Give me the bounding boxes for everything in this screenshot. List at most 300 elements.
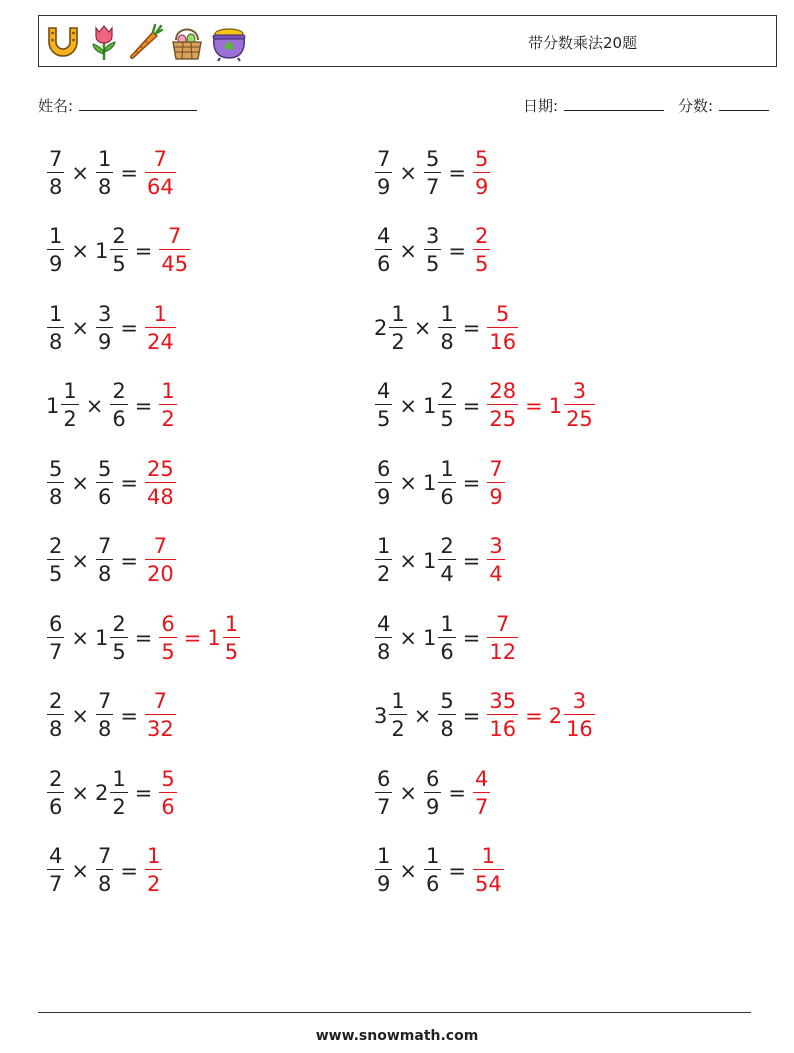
fraction xyxy=(145,146,176,199)
denominator: 8 xyxy=(97,562,112,586)
factor-b xyxy=(95,226,129,275)
equals-sign: = xyxy=(462,548,481,573)
denominator: 8 xyxy=(377,639,391,664)
fraction xyxy=(110,226,127,275)
problem-item xyxy=(46,452,177,514)
factor-a xyxy=(46,226,65,275)
factor-a xyxy=(46,846,65,895)
times-sign: × xyxy=(399,626,417,650)
fraction xyxy=(487,301,518,354)
numerator: 1 xyxy=(146,844,161,868)
fraction xyxy=(564,381,595,430)
whole-number: 1 xyxy=(422,548,437,573)
denominator: 32 xyxy=(146,717,174,741)
factor-a xyxy=(46,456,65,509)
numerator: 3 xyxy=(572,689,587,713)
denominator: 9 xyxy=(97,329,112,354)
problem-item xyxy=(46,220,191,282)
fraction xyxy=(96,691,113,740)
whole-number: 2 xyxy=(548,703,563,728)
times-sign: × xyxy=(85,393,104,418)
denominator: 5 xyxy=(112,639,126,664)
numerator: 5 xyxy=(97,456,112,481)
fraction xyxy=(424,846,441,895)
equals-sign: = xyxy=(120,161,138,185)
times-sign: × xyxy=(71,471,89,495)
denominator: 5 xyxy=(440,407,454,431)
equals-sign: = xyxy=(134,393,153,418)
answer xyxy=(144,846,163,895)
fraction xyxy=(438,456,455,509)
answer-fraction xyxy=(549,691,596,740)
answer xyxy=(486,381,595,430)
numerator: 1 xyxy=(63,379,77,403)
answer xyxy=(472,846,505,895)
answer-fraction xyxy=(486,381,519,430)
whole-number: 1 xyxy=(422,471,437,495)
denominator: 5 xyxy=(112,252,126,276)
numerator: 2 xyxy=(440,379,454,403)
times-sign: × xyxy=(71,626,89,650)
fraction xyxy=(145,536,176,585)
times-sign: × xyxy=(413,316,432,340)
numerator: 1 xyxy=(440,611,454,636)
numerator: 1 xyxy=(97,146,112,171)
times-sign: × xyxy=(71,238,89,263)
equals-sign: = xyxy=(120,858,138,883)
whole-number: 1 xyxy=(422,393,437,418)
fraction xyxy=(438,381,455,430)
numerator: 7 xyxy=(377,146,391,171)
fraction xyxy=(375,146,392,199)
numerator: 3 xyxy=(489,534,503,558)
answer xyxy=(144,691,177,740)
factor-a xyxy=(374,301,408,354)
problem-item xyxy=(374,297,519,359)
problem-item xyxy=(46,530,177,592)
fraction xyxy=(438,691,455,740)
fraction xyxy=(145,301,176,354)
date-label: 日期: xyxy=(523,97,559,115)
numerator: 1 xyxy=(440,301,454,326)
fraction xyxy=(487,456,504,509)
factor-b xyxy=(423,766,442,819)
times-sign: × xyxy=(399,393,417,418)
fraction xyxy=(159,381,176,430)
numerator: 35 xyxy=(489,689,517,713)
answer-fraction xyxy=(486,536,505,585)
whole-number: 1 xyxy=(548,393,563,418)
answer xyxy=(472,146,491,199)
problem-item xyxy=(46,762,178,824)
problem-item xyxy=(374,142,491,204)
factor-a xyxy=(374,536,393,585)
fraction xyxy=(389,691,406,740)
fraction xyxy=(47,226,64,275)
fraction xyxy=(96,536,113,585)
equals-sign: = xyxy=(183,626,202,650)
name-label: 姓名: xyxy=(38,97,74,115)
answer-fraction xyxy=(158,766,177,819)
fraction xyxy=(110,381,127,430)
problem-item xyxy=(46,375,178,437)
factor-b xyxy=(109,381,128,430)
denominator: 7 xyxy=(425,174,440,199)
whole-number: 2 xyxy=(94,781,109,805)
factor-b xyxy=(95,146,114,199)
denominator: 8 xyxy=(97,717,112,741)
problem-item xyxy=(374,762,491,824)
factor-a xyxy=(374,226,393,275)
numerator: 1 xyxy=(224,611,239,636)
fraction xyxy=(159,611,176,664)
equals-sign: = xyxy=(462,393,481,418)
fraction xyxy=(375,381,392,430)
numerator: 7 xyxy=(496,611,510,636)
numerator: 7 xyxy=(97,534,112,558)
times-sign: × xyxy=(399,548,417,573)
problem-item xyxy=(374,452,506,514)
numerator: 5 xyxy=(474,146,489,171)
footer-divider xyxy=(38,1012,751,1013)
fraction xyxy=(159,766,176,819)
problem-item xyxy=(374,375,596,437)
fraction xyxy=(375,226,392,275)
fraction xyxy=(375,456,392,509)
answer-fraction xyxy=(472,146,491,199)
numerator: 7 xyxy=(168,224,182,248)
times-sign: × xyxy=(71,548,89,573)
fraction xyxy=(223,611,240,664)
factor-b xyxy=(95,456,114,509)
whole-number: 1 xyxy=(94,626,109,650)
fraction xyxy=(159,226,190,275)
problem-item xyxy=(46,142,177,204)
factor-a xyxy=(46,691,65,740)
numerator: 28 xyxy=(489,379,517,403)
denominator: 25 xyxy=(489,407,517,431)
equals-sign: = xyxy=(448,858,466,883)
times-sign: × xyxy=(399,161,417,185)
answer xyxy=(486,456,505,509)
denominator: 2 xyxy=(161,407,175,431)
answer-fraction xyxy=(472,846,505,895)
fraction xyxy=(96,456,113,509)
fraction xyxy=(375,766,392,819)
denominator: 9 xyxy=(474,174,489,199)
factor-b xyxy=(422,456,457,509)
numerator: 1 xyxy=(112,766,126,791)
fraction xyxy=(375,846,392,895)
answer xyxy=(486,691,595,740)
numerator: 5 xyxy=(49,456,63,481)
numerator: 7 xyxy=(153,689,168,713)
numerator: 1 xyxy=(440,456,454,481)
factor-b xyxy=(94,766,129,819)
denominator: 8 xyxy=(49,329,63,354)
answer-fraction xyxy=(144,691,177,740)
denominator: 8 xyxy=(440,329,454,354)
fraction xyxy=(145,691,176,740)
denominator: 6 xyxy=(97,484,112,509)
factor-b xyxy=(95,691,114,740)
answer xyxy=(158,226,191,275)
numerator: 1 xyxy=(481,844,496,868)
equals-sign: = xyxy=(134,781,153,805)
denominator: 7 xyxy=(474,794,489,819)
answer-fraction xyxy=(158,611,177,664)
denominator: 48 xyxy=(146,484,174,509)
fraction xyxy=(375,536,392,585)
problem-item xyxy=(374,840,505,902)
equals-sign: = xyxy=(448,781,466,805)
denominator: 5 xyxy=(425,252,440,276)
denominator: 24 xyxy=(146,329,174,354)
numerator: 5 xyxy=(440,689,454,713)
answer-fraction xyxy=(158,226,191,275)
answer xyxy=(486,611,519,664)
denominator: 9 xyxy=(377,484,391,509)
denominator: 9 xyxy=(489,484,503,509)
denominator: 16 xyxy=(489,717,517,741)
numerator: 5 xyxy=(496,301,510,326)
factor-a xyxy=(46,381,80,430)
numerator: 2 xyxy=(474,224,489,248)
whole-number: 1 xyxy=(94,238,109,263)
times-sign: × xyxy=(399,238,417,263)
answer xyxy=(158,611,241,664)
times-sign: × xyxy=(413,703,432,728)
answer xyxy=(486,301,519,354)
equals-sign: = xyxy=(448,161,466,185)
fraction xyxy=(564,691,595,740)
whole-number: 3 xyxy=(374,703,388,728)
fraction xyxy=(110,766,127,819)
fraction xyxy=(145,846,162,895)
whole-number: 1 xyxy=(422,626,437,650)
fraction xyxy=(487,691,518,740)
answer-fraction xyxy=(144,536,177,585)
numerator: 1 xyxy=(425,844,440,868)
fraction xyxy=(424,146,441,199)
answer-fraction xyxy=(158,381,177,430)
numerator: 7 xyxy=(489,456,503,481)
factor-b xyxy=(423,146,442,199)
fraction xyxy=(47,691,64,740)
denominator: 4 xyxy=(440,562,454,586)
factor-b xyxy=(95,301,114,354)
denominator: 9 xyxy=(377,872,391,896)
denominator: 16 xyxy=(566,717,593,741)
numerator: 2 xyxy=(440,534,454,558)
answer xyxy=(472,226,491,275)
numerator: 4 xyxy=(377,379,391,403)
fraction xyxy=(47,611,64,664)
factor-a xyxy=(374,611,393,664)
denominator: 8 xyxy=(49,174,63,199)
factor-b xyxy=(423,381,457,430)
answer xyxy=(144,301,177,354)
fraction xyxy=(96,301,113,354)
answer xyxy=(158,381,177,430)
denominator: 2 xyxy=(391,717,405,741)
factor-a xyxy=(374,146,393,199)
answer-fraction xyxy=(486,301,519,354)
answer xyxy=(144,456,177,509)
denominator: 12 xyxy=(489,639,517,664)
denominator: 5 xyxy=(161,639,175,664)
fraction xyxy=(47,766,64,819)
fraction xyxy=(424,766,441,819)
problem-item xyxy=(46,840,163,902)
times-sign: × xyxy=(71,858,89,883)
equals-sign: = xyxy=(462,626,481,650)
answer-fraction xyxy=(486,611,519,664)
factor-a xyxy=(374,691,408,740)
whole-number: 1 xyxy=(46,393,60,418)
answer xyxy=(158,766,177,819)
score-label: 分数: xyxy=(678,97,714,115)
numerator: 1 xyxy=(161,379,175,403)
denominator: 5 xyxy=(474,252,489,276)
denominator: 54 xyxy=(474,872,502,896)
factor-b xyxy=(423,226,442,275)
answer xyxy=(472,766,491,819)
denominator: 2 xyxy=(377,562,391,586)
page-title: 带分数乘法20题 xyxy=(528,34,638,52)
denominator: 2 xyxy=(112,794,126,819)
fraction xyxy=(487,611,518,664)
numerator: 6 xyxy=(425,766,440,791)
factor-b xyxy=(422,611,457,664)
fraction xyxy=(438,611,455,664)
fraction xyxy=(487,536,504,585)
problem-item xyxy=(46,607,241,669)
numerator: 2 xyxy=(49,766,63,791)
denominator: 8 xyxy=(97,174,112,199)
denominator: 6 xyxy=(161,794,175,819)
numerator: 7 xyxy=(97,844,112,868)
answer-fraction xyxy=(472,766,491,819)
factor-a xyxy=(46,766,65,819)
problem-item xyxy=(46,297,177,359)
numerator: 7 xyxy=(49,146,63,171)
denominator: 6 xyxy=(112,407,126,431)
denominator: 5 xyxy=(49,562,63,586)
numerator: 4 xyxy=(49,844,63,868)
factor-a xyxy=(46,536,65,585)
factor-b xyxy=(423,846,442,895)
answer xyxy=(486,536,505,585)
answer-fraction xyxy=(472,226,491,275)
numerator: 1 xyxy=(49,224,63,248)
numerator: 7 xyxy=(97,689,112,713)
denominator: 8 xyxy=(49,717,63,741)
numerator: 25 xyxy=(146,456,174,481)
denominator: 6 xyxy=(440,484,454,509)
denominator: 4 xyxy=(489,562,503,586)
times-sign: × xyxy=(399,781,417,805)
factor-b xyxy=(94,611,129,664)
numerator: 5 xyxy=(161,766,175,791)
equals-sign: = xyxy=(525,393,543,418)
numerator: 3 xyxy=(97,301,112,326)
denominator: 16 xyxy=(489,329,517,354)
problem-item xyxy=(46,685,177,747)
factor-a xyxy=(46,301,65,354)
numerator: 3 xyxy=(572,379,587,403)
denominator: 6 xyxy=(440,639,454,664)
problem-item xyxy=(374,685,596,747)
numerator: 4 xyxy=(377,224,391,248)
fraction xyxy=(47,536,64,585)
fraction xyxy=(473,146,490,199)
times-sign: × xyxy=(71,161,89,185)
answer-fraction xyxy=(486,456,505,509)
footer-site: www.snowmath.com xyxy=(315,1028,479,1044)
denominator: 9 xyxy=(377,174,391,199)
times-sign: × xyxy=(399,858,417,883)
problem-item xyxy=(374,530,506,592)
numerator: 2 xyxy=(112,379,126,403)
numerator: 1 xyxy=(391,689,405,713)
numerator: 6 xyxy=(49,611,63,636)
denominator: 9 xyxy=(425,794,440,819)
times-sign: × xyxy=(71,316,89,340)
fraction xyxy=(145,456,176,509)
denominator: 20 xyxy=(146,562,174,586)
factor-b xyxy=(95,846,114,895)
fraction xyxy=(47,146,64,199)
numerator: 4 xyxy=(377,611,391,636)
numerator: 1 xyxy=(377,844,391,868)
answer-fraction xyxy=(144,456,177,509)
fraction xyxy=(47,456,64,509)
equals-sign: = xyxy=(525,703,543,728)
fraction xyxy=(47,301,64,354)
denominator: 64 xyxy=(146,174,174,199)
numerator: 6 xyxy=(377,766,391,791)
whole-number: 1 xyxy=(207,626,221,650)
denominator: 25 xyxy=(566,407,593,431)
problem-item xyxy=(374,220,491,282)
denominator: 9 xyxy=(49,252,63,276)
denominator: 6 xyxy=(425,872,440,896)
numerator: 1 xyxy=(377,534,391,558)
factor-a xyxy=(374,381,393,430)
factor-b xyxy=(95,536,114,585)
equals-sign: = xyxy=(134,626,153,650)
equals-sign: = xyxy=(120,471,138,495)
fraction xyxy=(438,536,455,585)
numerator: 2 xyxy=(112,611,126,636)
denominator: 8 xyxy=(97,872,112,896)
denominator: 7 xyxy=(377,794,391,819)
fraction xyxy=(110,611,127,664)
denominator: 7 xyxy=(49,639,63,664)
numerator: 6 xyxy=(377,456,391,481)
denominator: 45 xyxy=(161,252,189,276)
answer xyxy=(144,536,177,585)
numerator: 5 xyxy=(425,146,440,171)
equals-sign: = xyxy=(120,548,138,573)
whole-number: 2 xyxy=(374,316,388,340)
problem-item xyxy=(374,607,519,669)
equals-sign: = xyxy=(120,703,138,728)
numerator: 1 xyxy=(391,301,405,326)
equals-sign: = xyxy=(448,238,466,263)
answer-fraction xyxy=(144,846,163,895)
